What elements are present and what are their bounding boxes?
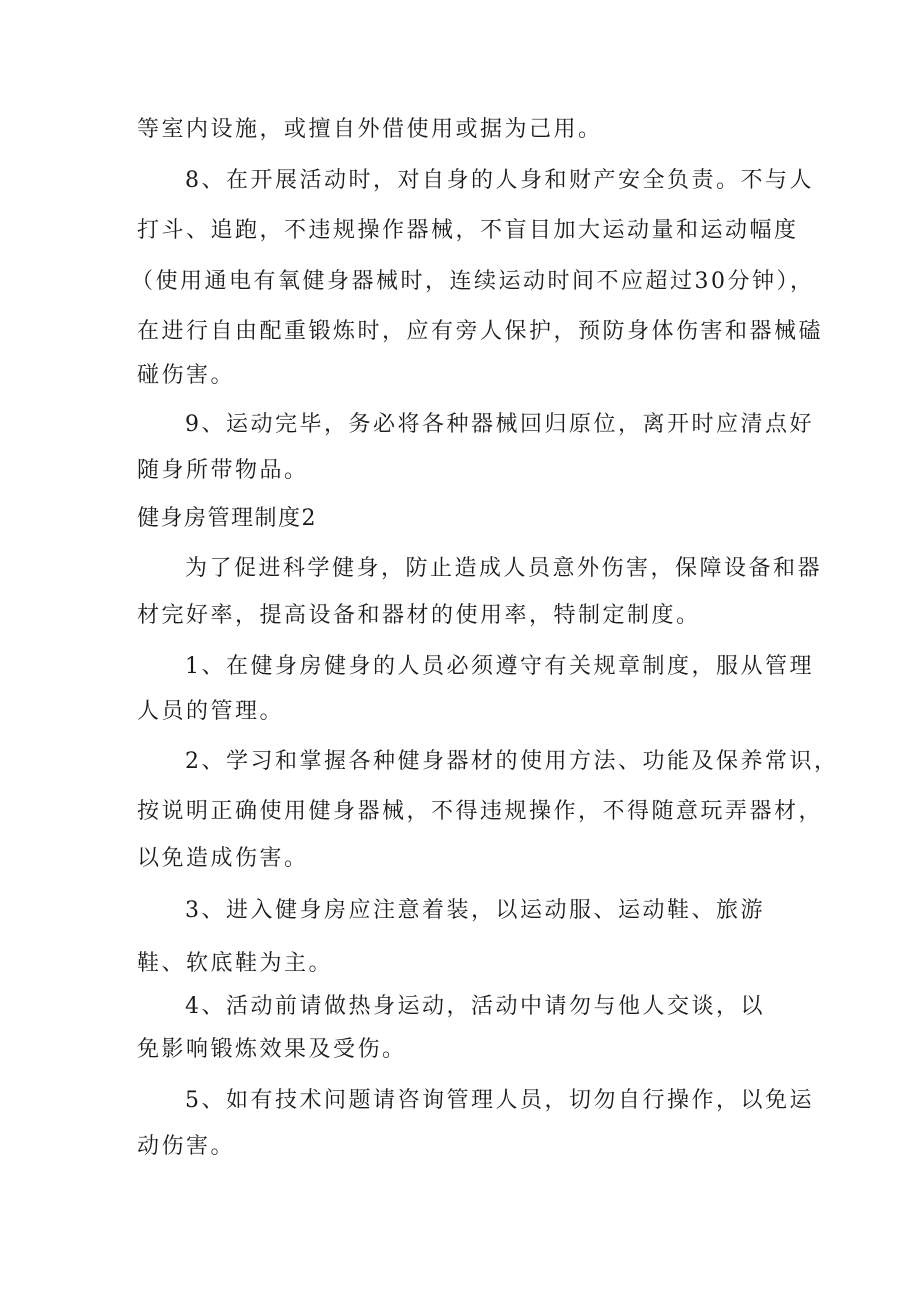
- text-line: 3、进入健身房应注意着装，以运动服、运动鞋、旅游: [185, 898, 765, 923]
- text-line: 随身所带物品。: [137, 458, 309, 483]
- text-line: 8、在开展活动时，对自身的人身和财产安全负责。不与人: [185, 168, 814, 193]
- text-line: 等室内设施，或擅自外借使用或据为己用。: [137, 117, 603, 142]
- text-line: 4、活动前请做热身运动，活动中请勿与他人交谈，以: [185, 994, 765, 1019]
- text-line: 1、在健身房健身的人员必须遵守有关规章制度，服从管理: [185, 654, 814, 679]
- text-line: 动伤害。: [137, 1134, 236, 1159]
- section-heading: 健身房管理制度2: [137, 506, 317, 531]
- text-line: 碰伤害。: [137, 363, 236, 388]
- text-line: 人员的管理。: [137, 699, 285, 724]
- text-line: 按说明正确使用健身器械，不得违规操作，不得随意玩弄器材，: [137, 799, 824, 824]
- text-line: 鞋、软底鞋为主。: [137, 951, 334, 976]
- text-line: 材完好率，提高设备和器材的使用率，特制定制度。: [137, 603, 701, 628]
- text-line: 2、学习和掌握各种健身器材的使用方法、功能及保养常识，: [185, 749, 839, 774]
- text-line: 9、运动完毕，务必将各种器械回归原位，离开时应清点好: [185, 412, 814, 437]
- text-line: 以免造成伤害。: [137, 846, 309, 871]
- text-line: 为了促进科学健身，防止造成人员意外伤害，保障设备和器: [185, 556, 823, 581]
- text-line: 打斗、追跑，不违规操作器械，不盲目加大运动量和运动幅度: [137, 218, 799, 243]
- text-line: 5、如有技术问题请咨询管理人员，切勿自行操作，以免运: [185, 1088, 814, 1113]
- text-line: 在进行自由配重锻炼时，应有旁人保护，预防身体伤害和器械磕: [137, 319, 824, 344]
- text-line: 免影响锻炼效果及受伤。: [137, 1037, 407, 1062]
- text-line: （使用通电有氧健身器械时，连续运动时间不应超过30分钟），: [131, 269, 815, 294]
